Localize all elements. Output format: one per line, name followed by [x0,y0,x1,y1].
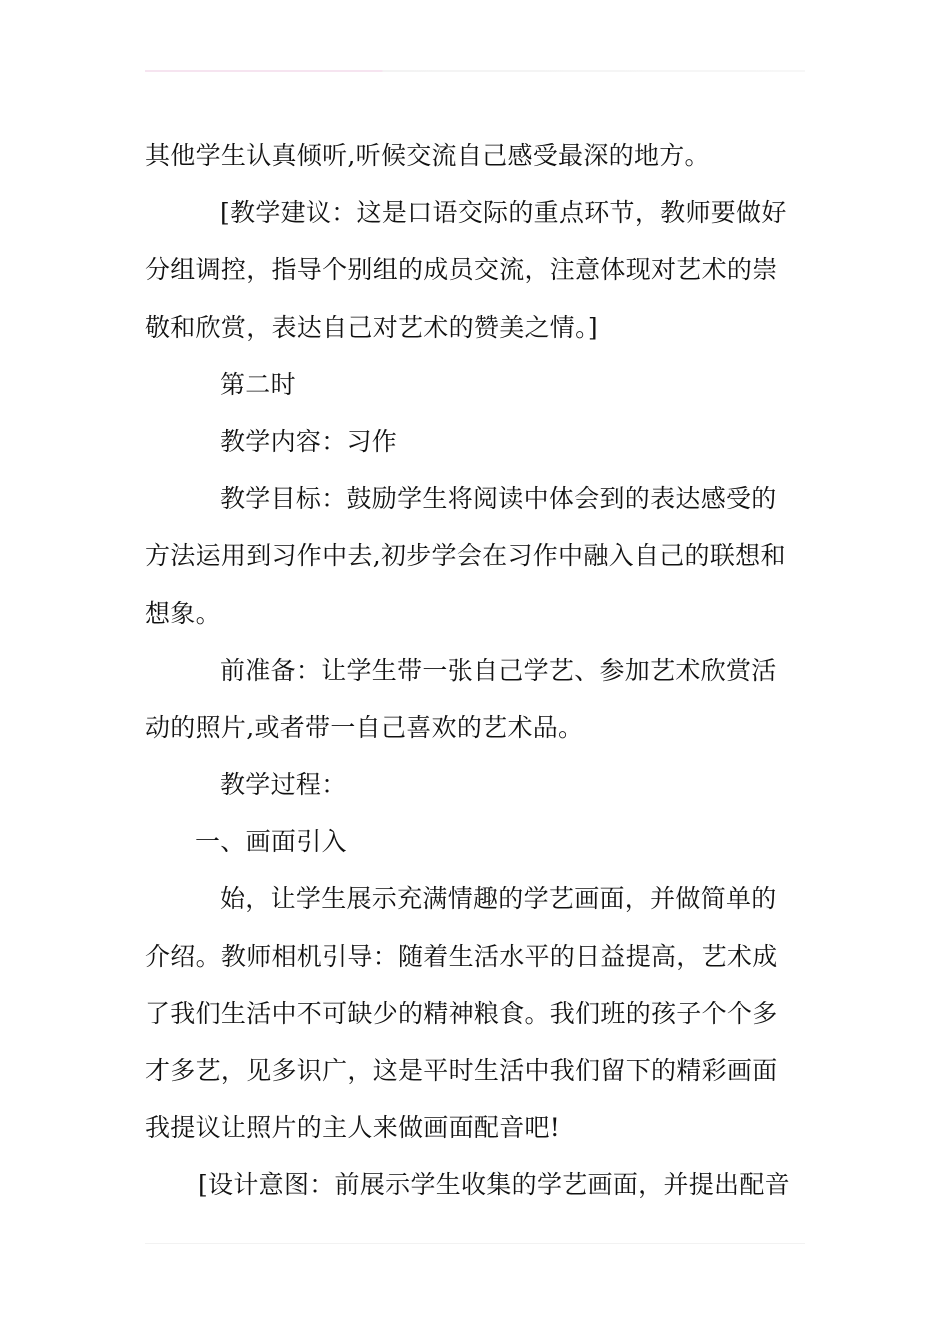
section-heading: 一、画面引入 [195,827,347,857]
text-line: 始，让学生展示充满情趣的学艺画面，并做简单的 [220,884,777,914]
text-line: 教学目标：鼓励学生将阅读中体会到的表达感受的 [220,484,777,514]
text-line: 我提议让照片的主人来做画面配音吧! [145,1113,561,1143]
text-line: 动的照片,或者带一自己喜欢的艺术品。 [145,712,584,742]
text-line: 了我们生活中不可缺少的精神粮食。我们班的孩子个个多 [145,998,778,1028]
text-line: 介绍。教师相机引导：随着生活水平的日益提高，艺术成 [145,941,778,971]
footer-rule [145,1243,805,1244]
text-line: 前准备：让学生带一张自己学艺、参加艺术欣赏活 [220,655,777,685]
text-line: 才多艺，见多识广，这是平时生活中我们留下的精彩画面 [145,1056,778,1085]
text-line: 教学内容：习作 [220,426,398,456]
text-line: 想象。 [145,598,221,628]
text-line: 敬和欣赏，表达自己对艺术的赞美之情。] [145,312,598,342]
section-heading: 第二时 [220,369,296,399]
text-line: 教学过程： [220,770,347,800]
header-rule [145,70,805,72]
text-line: 方法运用到习作中去,初步学会在习作中融入自己的联想和 [145,541,786,571]
text-line: 分组调控，指导个别组的成员交流，注意体现对艺术的崇 [145,255,778,285]
text-line: 其他学生认真倾听,听候交流自己感受最深的地方。 [145,141,710,170]
document-body [145,127,807,1214]
text-line: [设计意图：前展示学生收集的学艺画面，并提出配音 [198,1170,790,1200]
text-line: [教学建议：这是口语交际的重点环节，教师要做好 [220,198,787,228]
